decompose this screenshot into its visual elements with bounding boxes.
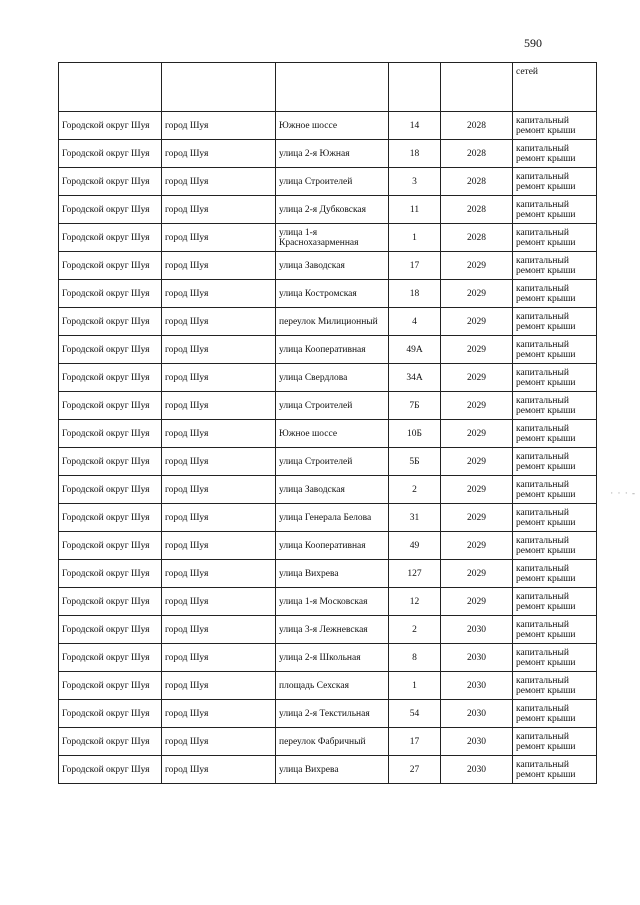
table-row (59, 280, 597, 308)
place-cell: город Шуя (162, 616, 276, 644)
house-number-cell: 49 (389, 532, 441, 560)
table-row (59, 140, 597, 168)
street-cell: улица Костромская (276, 280, 389, 308)
year-cell: 2029 (441, 336, 513, 364)
district-cell: Городской округ Шуя (59, 644, 162, 672)
year-cell: 2028 (441, 168, 513, 196)
district-cell: Городской округ Шуя (59, 364, 162, 392)
year-cell: 2029 (441, 532, 513, 560)
table-row (59, 336, 597, 364)
table-row (59, 448, 597, 476)
work-type-cell: капитальный ремонт крыши (513, 644, 597, 672)
year-cell: 2029 (441, 476, 513, 504)
district-cell: Городской округ Шуя (59, 392, 162, 420)
street-cell: улица 2-я Школьная (276, 644, 389, 672)
place-cell: город Шуя (162, 112, 276, 140)
district-cell: Городской округ Шуя (59, 420, 162, 448)
house-number-cell: 4 (389, 308, 441, 336)
place-cell: город Шуя (162, 280, 276, 308)
work-type-cell: капитальный ремонт крыши (513, 168, 597, 196)
work-type-cell: капитальный ремонт крыши (513, 308, 597, 336)
work-type-cell: капитальный ремонт крыши (513, 560, 597, 588)
house-number-cell: 27 (389, 756, 441, 784)
place-cell: город Шуя (162, 476, 276, 504)
house-number-cell: 12 (389, 588, 441, 616)
work-type-cell: капитальный ремонт крыши (513, 196, 597, 224)
place-cell: город Шуя (162, 756, 276, 784)
year-cell: 2029 (441, 504, 513, 532)
street-cell: улица Кооперативная (276, 532, 389, 560)
district-cell: Городской округ Шуя (59, 532, 162, 560)
street-cell: площадь Сехская (276, 672, 389, 700)
house-number-cell: 18 (389, 280, 441, 308)
year-cell: 2030 (441, 644, 513, 672)
year-cell: 2030 (441, 616, 513, 644)
place-cell: город Шуя (162, 308, 276, 336)
district-cell: Городской округ Шуя (59, 588, 162, 616)
street-cell: улица 2-я Текстильная (276, 700, 389, 728)
house-number-cell: 17 (389, 728, 441, 756)
work-type-cell: капитальный ремонт крыши (513, 420, 597, 448)
street-cell: улица 3-я Лежневская (276, 616, 389, 644)
place-cell: город Шуя (162, 448, 276, 476)
house-number-cell: 8 (389, 644, 441, 672)
table-row (59, 672, 597, 700)
place-cell: город Шуя (162, 392, 276, 420)
place-cell: город Шуя (162, 532, 276, 560)
year-cell: 2029 (441, 252, 513, 280)
work-type-cell: капитальный ремонт крыши (513, 336, 597, 364)
work-type-cell: капитальный ремонт крыши (513, 112, 597, 140)
house-number-cell: 18 (389, 140, 441, 168)
district-cell: Городской округ Шуя (59, 756, 162, 784)
work-type-cell: капитальный ремонт крыши (513, 252, 597, 280)
year-cell (441, 63, 513, 112)
district-cell: Городской округ Шуя (59, 448, 162, 476)
place-cell: город Шуя (162, 196, 276, 224)
work-type-cell: капитальный ремонт крыши (513, 672, 597, 700)
house-number-cell: 127 (389, 560, 441, 588)
district-cell: Городской округ Шуя (59, 728, 162, 756)
street-cell: улица Генерала Белова (276, 504, 389, 532)
place-cell: город Шуя (162, 364, 276, 392)
work-type-cell: капитальный ремонт крыши (513, 280, 597, 308)
place-cell (162, 63, 276, 112)
house-number-cell: 34А (389, 364, 441, 392)
place-cell: город Шуя (162, 560, 276, 588)
street-cell: улица 1-я Краснохазарменная (276, 224, 389, 252)
place-cell: город Шуя (162, 672, 276, 700)
place-cell: город Шуя (162, 644, 276, 672)
house-cell (389, 63, 441, 112)
table-row (59, 476, 597, 504)
table-row (59, 364, 597, 392)
repair-schedule-table (58, 62, 597, 784)
year-cell: 2029 (441, 588, 513, 616)
year-cell: 2029 (441, 308, 513, 336)
district-cell: Городской округ Шуя (59, 672, 162, 700)
place-cell: город Шуя (162, 224, 276, 252)
work-type-cell: сетей (513, 63, 597, 112)
work-type-cell: капитальный ремонт крыши (513, 700, 597, 728)
street-cell: переулок Фабричный (276, 728, 389, 756)
year-cell: 2029 (441, 364, 513, 392)
place-cell: город Шуя (162, 588, 276, 616)
district-cell: Городской округ Шуя (59, 252, 162, 280)
district-cell: Городской округ Шуя (59, 224, 162, 252)
place-cell: город Шуя (162, 336, 276, 364)
margin-mark: · · · - (610, 488, 636, 498)
house-number-cell: 5Б (389, 448, 441, 476)
house-number-cell: 54 (389, 700, 441, 728)
year-cell: 2029 (441, 280, 513, 308)
work-type-cell: капитальный ремонт крыши (513, 616, 597, 644)
table-row (59, 644, 597, 672)
street-cell: улица Строителей (276, 392, 389, 420)
street-cell (276, 63, 389, 112)
street-cell: улица 2-я Дубковская (276, 196, 389, 224)
table-row (59, 700, 597, 728)
work-type-cell: капитальный ремонт крыши (513, 140, 597, 168)
table-row (59, 308, 597, 336)
year-cell: 2030 (441, 756, 513, 784)
street-cell: Южное шоссе (276, 420, 389, 448)
house-number-cell: 17 (389, 252, 441, 280)
district-cell: Городской округ Шуя (59, 112, 162, 140)
table-row (59, 420, 597, 448)
table-body (59, 63, 597, 784)
place-cell: город Шуя (162, 504, 276, 532)
district-cell: Городской округ Шуя (59, 700, 162, 728)
work-type-cell: капитальный ремонт крыши (513, 532, 597, 560)
work-type-cell: капитальный ремонт крыши (513, 588, 597, 616)
house-number-cell: 7Б (389, 392, 441, 420)
year-cell: 2030 (441, 672, 513, 700)
table-row (59, 588, 597, 616)
district-cell: Городской округ Шуя (59, 476, 162, 504)
table-row (59, 168, 597, 196)
district-cell: Городской округ Шуя (59, 196, 162, 224)
place-cell: город Шуя (162, 140, 276, 168)
house-number-cell: 49А (389, 336, 441, 364)
house-number-cell: 10Б (389, 420, 441, 448)
house-number-cell: 2 (389, 476, 441, 504)
district-cell: Городской округ Шуя (59, 336, 162, 364)
house-number-cell: 14 (389, 112, 441, 140)
house-number-cell: 1 (389, 224, 441, 252)
table-row (59, 532, 597, 560)
district-cell: Городской округ Шуя (59, 168, 162, 196)
year-cell: 2029 (441, 392, 513, 420)
year-cell: 2028 (441, 196, 513, 224)
table-row (59, 504, 597, 532)
street-cell: улица Заводская (276, 476, 389, 504)
house-number-cell: 1 (389, 672, 441, 700)
district-cell: Городской округ Шуя (59, 308, 162, 336)
work-type-cell: капитальный ремонт крыши (513, 756, 597, 784)
table-row (59, 112, 597, 140)
year-cell: 2030 (441, 700, 513, 728)
street-cell: Южное шоссе (276, 112, 389, 140)
work-type-cell: капитальный ремонт крыши (513, 728, 597, 756)
house-number-cell: 3 (389, 168, 441, 196)
district-cell: Городской округ Шуя (59, 140, 162, 168)
table-row (59, 728, 597, 756)
year-cell: 2029 (441, 420, 513, 448)
work-type-cell: капитальный ремонт крыши (513, 224, 597, 252)
street-cell: улица 1-я Московская (276, 588, 389, 616)
work-type-cell: капитальный ремонт крыши (513, 392, 597, 420)
table-row (59, 252, 597, 280)
page-number: 590 (524, 36, 542, 50)
table-row (59, 392, 597, 420)
work-type-cell: капитальный ремонт крыши (513, 504, 597, 532)
work-type-cell: капитальный ремонт крыши (513, 476, 597, 504)
place-cell: город Шуя (162, 728, 276, 756)
continuation-row (59, 63, 597, 112)
district-cell: Городской округ Шуя (59, 560, 162, 588)
place-cell: город Шуя (162, 700, 276, 728)
district-cell: Городской округ Шуя (59, 616, 162, 644)
street-cell: улица 2-я Южная (276, 140, 389, 168)
year-cell: 2030 (441, 728, 513, 756)
place-cell: город Шуя (162, 252, 276, 280)
street-cell: улица Заводская (276, 252, 389, 280)
year-cell: 2028 (441, 140, 513, 168)
district-cell: Городской округ Шуя (59, 504, 162, 532)
house-number-cell: 31 (389, 504, 441, 532)
year-cell: 2029 (441, 560, 513, 588)
house-number-cell: 2 (389, 616, 441, 644)
table-row (59, 224, 597, 252)
street-cell: переулок Милиционный (276, 308, 389, 336)
street-cell: улица Свердлова (276, 364, 389, 392)
district-cell: Городской округ Шуя (59, 280, 162, 308)
table-row (59, 756, 597, 784)
street-cell: улица Строителей (276, 168, 389, 196)
work-type-cell: капитальный ремонт крыши (513, 364, 597, 392)
street-cell: улица Строителей (276, 448, 389, 476)
table-row (59, 616, 597, 644)
street-cell: улица Вихрева (276, 560, 389, 588)
table-row (59, 560, 597, 588)
street-cell: улица Кооперативная (276, 336, 389, 364)
district-cell (59, 63, 162, 112)
street-cell: улица Вихрева (276, 756, 389, 784)
year-cell: 2028 (441, 224, 513, 252)
place-cell: город Шуя (162, 420, 276, 448)
work-type-cell: капитальный ремонт крыши (513, 448, 597, 476)
place-cell: город Шуя (162, 168, 276, 196)
house-number-cell: 11 (389, 196, 441, 224)
year-cell: 2028 (441, 112, 513, 140)
table-row (59, 196, 597, 224)
year-cell: 2029 (441, 448, 513, 476)
